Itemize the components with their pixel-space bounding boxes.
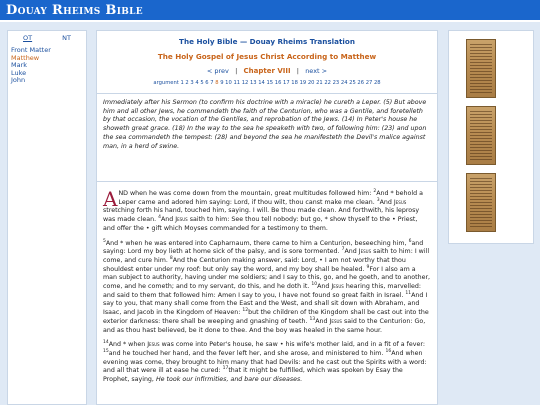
verse-text: ND when he was come down from the mountain, great multitudes followed him: — [118, 190, 374, 197]
nav-separator: | — [296, 67, 299, 75]
verse-text: And I say to you, that many shall come from the East and the West, and shall sit down with Abraham, and Isaac, and Jacob in the Kingdom of Heaven: — [103, 291, 428, 317]
book-link-mark[interactable]: Mark — [11, 61, 28, 69]
verse-number: 2 — [373, 188, 377, 194]
verse-text: saith to him: See thou tell nobody: but go, * show thyself to the • Priest, and offer the • gift which Moyses commanded for a testimony to them. — [103, 216, 418, 232]
manuscript-thumbnail-1[interactable] — [466, 39, 496, 98]
verse-number: 17 — [222, 366, 229, 372]
chapter-link-24[interactable]: 24 — [340, 80, 348, 86]
chapter-link-9[interactable]: 9 — [220, 80, 224, 86]
verse-text: And — [160, 216, 176, 224]
verse-number: 14 — [103, 340, 109, 346]
chapter-link-1[interactable]: 1 — [180, 80, 184, 86]
chapter-header — [97, 31, 437, 94]
paragraph-1 — [103, 187, 431, 234]
chapter-link-25[interactable]: 25 — [349, 80, 356, 86]
argument-link[interactable]: argument — [153, 80, 179, 86]
verse-text: And — [379, 198, 394, 206]
chapter-link-16[interactable]: 16 — [274, 80, 282, 86]
chapter-text — [97, 182, 437, 385]
prev-link[interactable]: < prev — [206, 67, 229, 75]
main-content — [96, 30, 438, 405]
verse-number: 10 — [311, 281, 318, 287]
verse-text: And * when — [108, 341, 148, 349]
left-nav — [7, 30, 87, 405]
divine-name: Jesus — [329, 317, 342, 325]
verse-text: and he touched her hand, and the fever left her, and she arose, and ministered to him. — [108, 349, 386, 357]
divine-name: Jesus — [175, 216, 188, 224]
verse-text: that it might be fulfilled, which was spoken by Esay the Prophet, saying, — [103, 367, 403, 384]
divine-name: Jesus — [358, 248, 372, 256]
book-title: The Holy Gospel of Jesus Christ According to Matthew — [157, 52, 377, 61]
verse-text: And — [315, 317, 330, 325]
chapter-link-15[interactable]: 15 — [266, 80, 274, 86]
top-bar — [0, 0, 540, 22]
verse-number: 13 — [309, 316, 316, 322]
next-link[interactable]: next > — [305, 67, 328, 75]
page-title: The Holy Bible — Douay Rheims Translation — [179, 37, 355, 46]
verse-text: stretching forth his hand, touched him, saying. I will. Be thou made clean. And forthwith, his leprosy was made clean. — [103, 207, 420, 224]
chapter-link-13[interactable]: 13 — [249, 80, 257, 86]
chapter-link-4[interactable]: 4 — [195, 80, 199, 86]
verse-number: 7 — [341, 247, 345, 253]
chapter-link-5[interactable]: 5 — [200, 80, 204, 86]
chapter-link-3[interactable]: 3 — [190, 80, 194, 86]
verse-text: hearing this, marvelled: and said to them that followed him: Amen I say to you, I have not found so great faith in Israel. — [103, 283, 422, 299]
chapter-link-17[interactable]: 17 — [283, 80, 290, 86]
verse-number: 3 — [376, 197, 380, 203]
divine-name: Jesus — [331, 283, 344, 291]
verse-text: And — [344, 248, 359, 256]
verse-text: And the Centurion making answer, said: Lord, • I am not worthy that thou shouldest enter under my roof: but only say the word, and my boy shall be healed. — [103, 256, 406, 273]
verse-text: said to the Centurion: Go, and as thou hast believed, be it done to thee. And the boy was healed in the same hour. — [103, 317, 426, 334]
book-link-matthew[interactable]: Matthew — [11, 53, 40, 62]
chapter-link-8[interactable]: 8 — [215, 80, 219, 86]
chapter-link-14[interactable]: 14 — [258, 80, 265, 86]
tab-ot[interactable]: OT — [23, 34, 33, 42]
verse-text: For I also am a man subject to authority, having under me soldiers; and I say to this, go, and he goeth, and to another, come, and he cometh; and to my servant, do this, and he doth it. — [103, 265, 431, 291]
verse-number: 5 — [103, 238, 106, 244]
verse-number: 12 — [242, 308, 249, 314]
chapter-link-18[interactable]: 18 — [291, 80, 298, 86]
divine-name: Jesus — [147, 341, 160, 349]
chapter-link-23[interactable]: 23 — [332, 80, 340, 86]
manuscript-thumbnail-3[interactable] — [466, 173, 496, 232]
chapter-nav — [97, 67, 437, 75]
chapter-link-26[interactable]: 26 — [357, 80, 365, 86]
paragraph-3 — [103, 341, 431, 385]
tab-nt[interactable]: NT — [62, 34, 71, 42]
chapter-link-21[interactable]: 21 — [316, 80, 323, 86]
verse-number: 4 — [158, 215, 161, 221]
verse-number: 11 — [405, 290, 412, 296]
manuscript-thumbnail-2[interactable] — [466, 106, 496, 165]
book-link-john[interactable]: John — [11, 76, 26, 84]
chapter-link-20[interactable]: 20 — [307, 80, 315, 86]
chapter-index — [97, 80, 437, 86]
verse-text: And when evening was come, they brought to him many that had Devils: and he cast out the Spirits with a word: and all that were ill at ease he cured: — [103, 349, 427, 375]
drop-cap: A — [103, 187, 118, 211]
chapter-summary: Immediately after his Sermon (to confirm his doctrine with a miracle) he cureth a Leper. (5) But above him and all other Jews, he commendeth the faith of the Centurion, who was a Gentile, and foretelleth by that occasion, the vocation of the Gentiles, and reprobation of the Jews. (14) In Peter's house he showeth great grace. (18) In the way to the sea he speaketh with two, of following him: (23) and upon the sea commandeth the tempest: (28) and beyond the sea he manifesteth the Devil's malice against man, in a herd of swine. — [97, 94, 437, 182]
verse-number: 8 — [169, 255, 173, 261]
chapter-link-27[interactable]: 27 — [365, 80, 373, 86]
book-link-luke[interactable]: Luke — [11, 68, 27, 77]
verse-text: He took our infirmities, and bare our diseases. — [155, 376, 303, 384]
testament-tabs — [8, 31, 86, 42]
verse-number: 9 — [366, 264, 370, 270]
divine-name: Jesus — [393, 198, 407, 206]
verse-number: 16 — [385, 348, 392, 354]
chapter-link-2[interactable]: 2 — [185, 80, 189, 86]
nav-separator: | — [235, 67, 238, 75]
chapter-link-28[interactable]: 28 — [373, 80, 381, 86]
verse-text: And — [317, 283, 332, 291]
chapter-link-22[interactable]: 22 — [324, 80, 331, 86]
chapter-link-19[interactable]: 19 — [299, 80, 307, 86]
site-title[interactable]: Douay Rheims Bible — [6, 3, 143, 18]
verse-number: 6 — [408, 238, 412, 244]
paragraph-2 — [103, 240, 431, 336]
book-link-front-matter[interactable]: Front Matter — [11, 46, 51, 54]
verse-text: was come into Peter's house, he saw • his wife's mother laid, and in a fit of a fever: — [159, 341, 425, 349]
book-list — [8, 47, 86, 85]
chapter-link-6[interactable]: 6 — [205, 80, 209, 86]
chapter-link-7[interactable]: 7 — [210, 80, 214, 86]
manuscript-gallery — [448, 30, 534, 244]
current-chapter: Chapter VIII — [243, 67, 291, 75]
verse-text: and saying: Lord my boy lieth at home sick of the palsy, and is sore tormented. — [103, 239, 424, 256]
chapter-link-11[interactable]: 11 — [233, 80, 241, 86]
verse-number: 15 — [103, 348, 109, 354]
verse-text: And * behold a Leper came and adored him saying: Lord, if thou wilt, thou canst make me clean. — [118, 190, 423, 206]
verse-text: And * when he was entered into Capharnaum, there came to him a Centurion, beseeching him, — [105, 239, 409, 247]
chapter-link-10[interactable]: 10 — [225, 80, 232, 86]
chapter-link-12[interactable]: 12 — [241, 80, 249, 86]
verse-text: but the children of the Kingdom shall be cast out into the exterior darkness: there shall be weeping and gnashing of teeth. — [103, 309, 429, 325]
verse-text: saith to him: I will come, and cure him. — [103, 248, 430, 264]
